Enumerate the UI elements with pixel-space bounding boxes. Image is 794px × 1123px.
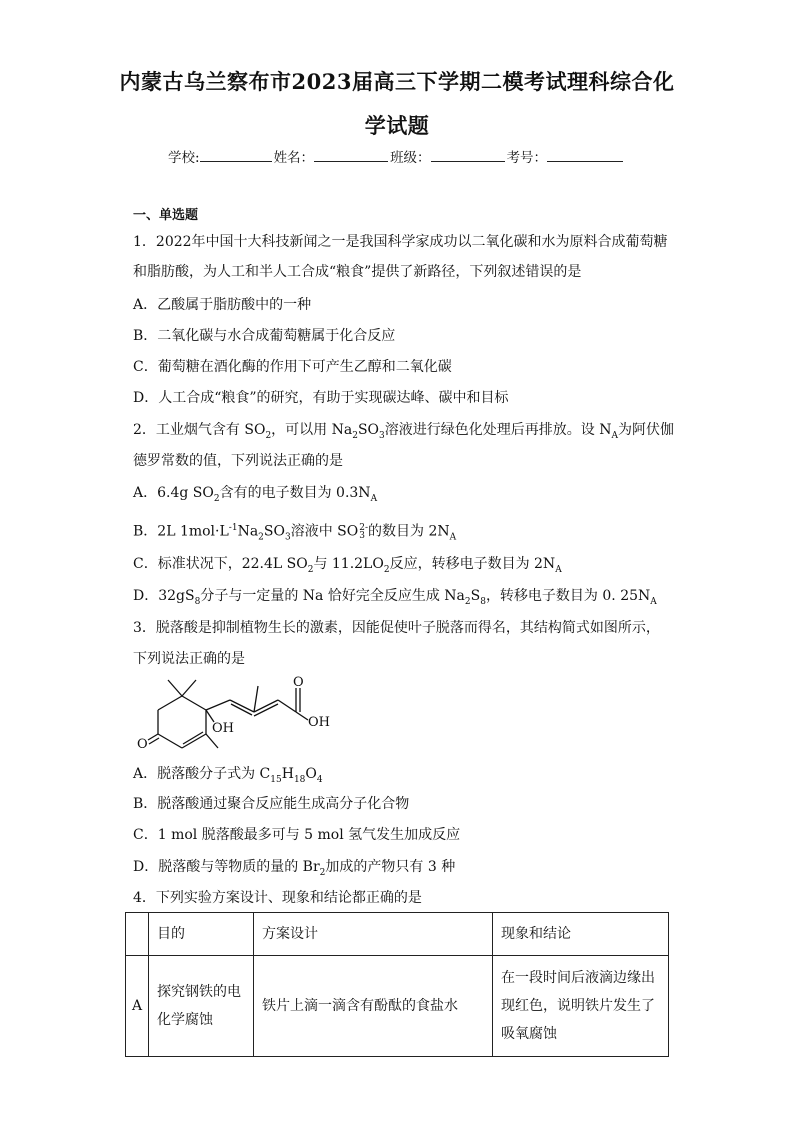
q2-option-b: B．2L $1mol\cdot L^{-1}Na_2SO_3$溶液中 SO 2- 3 的数目为 $2N_A$	[133, 522, 457, 543]
student-info-line	[168, 146, 625, 166]
school-blank[interactable]	[200, 148, 272, 162]
q1-option-b: B．二氧化碳与水合成葡萄糖属于化合反应	[133, 328, 396, 344]
q2-option-d: D．$32gS_8$分子与一定量的 Na 恰好完全反应生成 $Na_2S_8$，转移电子数目为 0. $25N_A$	[133, 588, 657, 607]
experiment-table	[125, 912, 669, 1057]
q2-option-a: A．6.4g $SO_2$含有的电子数目为 $0.3N_A$	[133, 485, 378, 504]
table-header-cell: 现象和结论	[493, 913, 669, 956]
table-cell-design: 铁片上滴一滴含有酚酞的食盐水	[254, 956, 493, 1057]
q1-stem-line1: 1．2022年中国十大科技新闻之一是我国科学家成功以二氧化碳和水为原料合成葡萄糖	[133, 234, 668, 250]
q3-option-d: D．脱落酸与等物质的量的 $Br_2$加成的产物只有 3 种	[133, 859, 456, 878]
table-cell-purpose: 探究钢铁的电化学腐蚀	[149, 956, 254, 1057]
molecule-label-acid-oh: OH	[308, 715, 330, 730]
abscisic-acid-structure	[128, 672, 338, 758]
q2-option-c: C．标准状况下，22.4L $SO_2$与 $11.2LO_2$反应，转移电子数目为 $2N_A$	[133, 556, 562, 575]
molecule-label-oh: OH	[212, 721, 234, 736]
q1-option-a: A．乙酸属于脂肪酸中的一种	[133, 297, 312, 313]
q3-stem-line2: 下列说法正确的是	[133, 651, 245, 667]
exam-title-line2: 学试题	[364, 113, 430, 138]
class-label: 班级：	[390, 150, 431, 166]
exam-title-line1: 内蒙古乌兰察布市2023届高三下学期二模考试理科综合化	[119, 69, 675, 94]
q4-stem: 4．下列实验方案设计、现象和结论都正确的是	[133, 890, 422, 906]
q1-stem-line2: 和脂肪酸，为人工和半人工合成“粮食”提供了新路径，下列叙述错误的是	[133, 264, 582, 280]
q1-option-c: C．葡萄糖在酒化酶的作用下可产生乙醇和二氧化碳	[133, 359, 452, 375]
table-header-cell: 方案设计	[254, 913, 493, 956]
number-blank[interactable]	[547, 148, 623, 162]
q2-stem-line1: 2．工业烟气含有 $SO_2$，可以用 $Na_2SO_3$溶液进行绿色化处理后再排放。设 $N_A$为阿伏伽	[133, 422, 674, 441]
section-title: 一、单选题	[133, 208, 199, 223]
molecule-label-ketone-o: O	[137, 737, 148, 752]
q3-option-c: C．1 mol 脱落酸最多可与 5 mol 氢气发生加成反应	[133, 827, 461, 843]
table-cell-label: A	[126, 956, 149, 1057]
school-label: 学校:	[168, 150, 200, 166]
q3-stem-line1: 3．脱落酸是抑制植物生长的激素，因能促使叶子脱落而得名，其结构简式如图所示，	[133, 620, 660, 636]
table-header-cell: 目的	[149, 913, 254, 956]
table-cell-result: 在一段时间后液滴边缘出现红色，说明铁片发生了吸氧腐蚀	[493, 956, 669, 1057]
q3-option-a: A．脱落酸分子式为 $C_{15}H_{18}O_4$	[133, 766, 323, 785]
q3-option-b: B．脱落酸通过聚合反应能生成高分子化合物	[133, 796, 410, 812]
q1-option-d: D．人工合成“粮食”的研究，有助于实现碳达峰、碳中和目标	[133, 390, 509, 406]
name-label: 姓名：	[273, 150, 315, 166]
molecule-label-acid-o: O	[293, 675, 304, 690]
class-blank[interactable]	[431, 148, 505, 162]
table-header-cell	[126, 913, 149, 956]
table-row	[126, 956, 669, 1057]
molecule-bonds	[148, 680, 308, 748]
table-header-row	[126, 913, 669, 956]
name-blank[interactable]	[314, 148, 388, 162]
q2-stem-line2: 德罗常数的值，下列说法正确的是	[133, 453, 343, 469]
number-label: 考号：	[506, 150, 548, 166]
